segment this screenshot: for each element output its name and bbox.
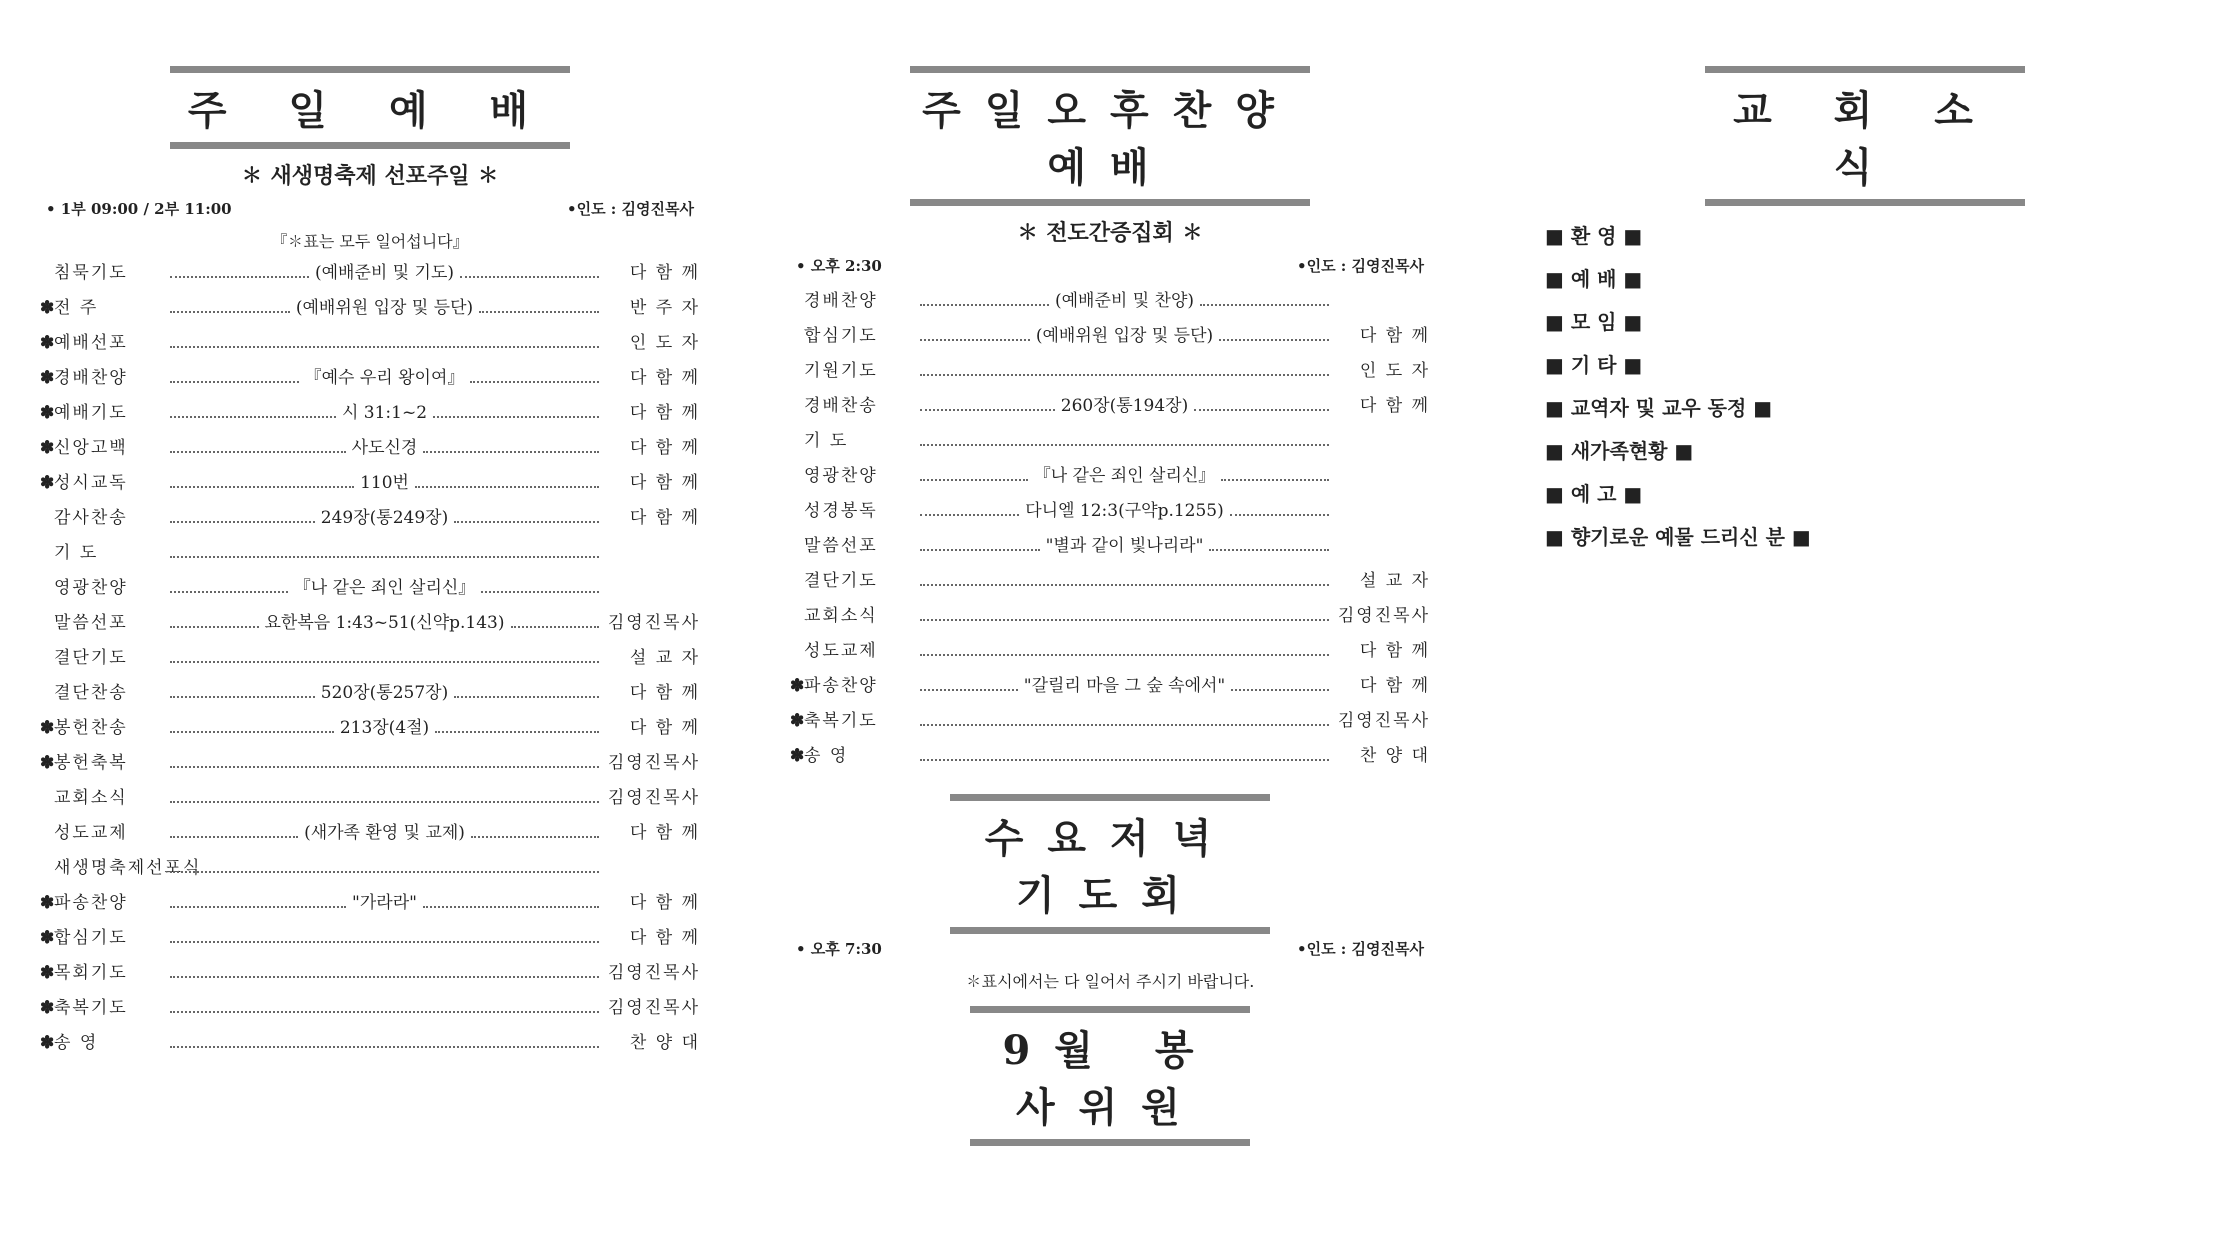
- row-content: 『예수 우리 왕이여』: [304, 368, 465, 388]
- leader-dots: [460, 276, 599, 278]
- row-label: 파송찬양: [804, 676, 878, 696]
- order-row: [790, 566, 1430, 601]
- row-person: 다 함 께: [629, 403, 700, 423]
- leader-dots: [423, 906, 599, 908]
- row-person: 다 함 께: [629, 893, 700, 913]
- row-person: 설 교 자: [629, 648, 700, 668]
- leader-dots: [170, 416, 336, 418]
- row-content: 『나 같은 죄인 살리신』: [1033, 466, 1216, 486]
- row-label: 송 영: [54, 1033, 99, 1053]
- leader-dots: [471, 836, 599, 838]
- row-label: 결단기도: [804, 571, 878, 591]
- row-mark: ✽: [40, 718, 55, 738]
- order-row: [40, 363, 700, 398]
- order-row: [40, 608, 700, 643]
- order-row: [790, 531, 1430, 566]
- order-row: [790, 496, 1430, 531]
- service-time: • 1부 09:00 / 2부 11:00: [46, 200, 232, 218]
- order-row: [40, 643, 700, 678]
- leader-dots: [170, 696, 315, 698]
- row-person: 김영진목사: [607, 613, 700, 633]
- order-row: [40, 888, 700, 923]
- leader-dots: [170, 941, 599, 943]
- row-mark: ✽: [40, 438, 55, 458]
- row-content: 213장(4절): [339, 718, 430, 738]
- row-person: 김영진목사: [607, 788, 700, 808]
- row-person: 다 함 께: [1359, 326, 1430, 346]
- row-label: 성도교제: [54, 823, 128, 843]
- order-list: [790, 286, 1430, 776]
- order-row: [790, 356, 1430, 391]
- row-person: 김영진목사: [607, 963, 700, 983]
- row-label: 축복기도: [804, 711, 878, 731]
- row-person: 반 주 자: [629, 298, 700, 318]
- row-label: 기원기도: [804, 361, 878, 381]
- leader-dots: [920, 759, 1329, 761]
- order-list: [40, 258, 700, 1063]
- news-heading: ■ 새가족현황 ■: [1545, 439, 1694, 463]
- row-person: 김영진목사: [607, 998, 700, 1018]
- leader-dots: [435, 731, 599, 733]
- row-person: 인 도 자: [1359, 361, 1430, 381]
- leader-dots: [920, 689, 1018, 691]
- news-heading: ■ 향기로운 예물 드리신 분 ■: [1545, 525, 1811, 549]
- subtitle: ✽ 전도간증집회 ✽: [1016, 220, 1204, 246]
- row-mark: ✽: [790, 711, 805, 731]
- leader-dots: [170, 311, 290, 313]
- order-row: [40, 433, 700, 468]
- meta-line: [790, 938, 1430, 959]
- leader-dots: [170, 556, 599, 558]
- leader-dots: [920, 654, 1329, 656]
- news-heading: ■ 교역자 및 교우 동정 ■: [1545, 396, 1773, 420]
- right-column: [1545, 0, 2185, 1240]
- row-content: (새가족 환영 및 교제): [304, 823, 465, 843]
- row-label: 합심기도: [804, 326, 878, 346]
- order-row: [40, 923, 700, 958]
- leader-dots: [454, 521, 599, 523]
- order-row: [790, 321, 1430, 356]
- leader-dots: [170, 766, 599, 768]
- order-row: [790, 671, 1430, 706]
- leader-dots: [170, 486, 354, 488]
- row-label: 성시교독: [54, 473, 128, 493]
- section-title: 9월 봉사위원: [970, 1006, 1250, 1146]
- row-label: 목회기도: [54, 963, 128, 983]
- leader-dots: [1200, 304, 1329, 306]
- leader-dots: [920, 724, 1329, 726]
- row-label: 경배찬양: [54, 368, 128, 388]
- row-content: 『나 같은 죄인 살리신』: [293, 578, 476, 598]
- leader-dots: [433, 416, 599, 418]
- order-row: [790, 286, 1430, 321]
- row-label: 성도교제: [804, 641, 878, 661]
- row-content: "갈릴리 마을 그 숲 속에서": [1023, 676, 1226, 696]
- leader-dots: [170, 451, 346, 453]
- leader-dots: [415, 486, 599, 488]
- row-mark: ✽: [40, 753, 55, 773]
- leader-dots: [479, 311, 599, 313]
- leader-dots: [920, 549, 1040, 551]
- row-mark: ✽: [40, 928, 55, 948]
- row-mark: ✽: [40, 963, 55, 983]
- leader-dots: [920, 304, 1049, 306]
- order-row: [790, 601, 1430, 636]
- row-mark: ✽: [40, 403, 55, 423]
- order-row: [40, 258, 700, 293]
- row-mark: ✽: [40, 998, 55, 1018]
- leader-dots: [170, 591, 288, 593]
- row-person: 설 교 자: [1359, 571, 1430, 591]
- row-mark: ✽: [40, 333, 55, 353]
- order-row: [40, 958, 700, 993]
- row-label: 봉헌축복: [54, 753, 128, 773]
- leader-dots: [481, 591, 599, 593]
- row-mark: ✽: [40, 298, 55, 318]
- row-mark: ✽: [790, 746, 805, 766]
- leader-dots: [470, 381, 599, 383]
- leader-dots: [170, 976, 599, 978]
- row-label: 감사찬송: [54, 508, 128, 528]
- service-time: • 오후 7:30: [796, 940, 882, 958]
- leader-dots: [170, 1046, 599, 1048]
- row-label: 예배선포: [54, 333, 128, 353]
- order-row: [40, 783, 700, 818]
- news-heading: ■ 예 고 ■: [1545, 482, 1643, 506]
- row-person: 다 함 께: [629, 508, 700, 528]
- leader-dots: [1194, 409, 1329, 411]
- leader-dots: [170, 661, 599, 663]
- leader-dots: [170, 626, 259, 628]
- row-mark: ✽: [40, 473, 55, 493]
- row-mark: ✽: [40, 893, 55, 913]
- service-time: • 오후 2:30: [796, 257, 882, 275]
- leader-dots: [170, 801, 599, 803]
- row-label: 예배기도: [54, 403, 128, 423]
- order-row: [40, 853, 700, 888]
- leader-dots: [170, 276, 309, 278]
- page-title: 주 일 예 배: [170, 66, 570, 149]
- row-person: 김영진목사: [607, 753, 700, 773]
- order-row: [40, 468, 700, 503]
- leader-dots: [170, 906, 346, 908]
- leader-dots: [170, 1011, 599, 1013]
- row-label: 기 도: [804, 431, 849, 451]
- order-row: [40, 503, 700, 538]
- row-person: 다 함 께: [629, 473, 700, 493]
- row-content: 260장(통194장): [1060, 396, 1189, 416]
- row-label: 말씀선포: [804, 536, 878, 556]
- row-content: 다니엘 12:3(구약p.1255): [1025, 501, 1224, 521]
- standing-note: 『✽표는 모두 일어섭니다』: [271, 232, 469, 251]
- row-label: 기 도: [54, 543, 99, 563]
- row-content: 요한복음 1:43~51(신약p.143): [264, 613, 505, 633]
- service-leader: •인도 : 김영진목사: [1297, 257, 1424, 275]
- news-heading: ■ 기 타 ■: [1545, 353, 1643, 377]
- row-label: 침묵기도: [54, 263, 128, 283]
- row-person: 다 함 께: [1359, 396, 1430, 416]
- leader-dots: [1231, 689, 1329, 691]
- row-label: 영광찬양: [804, 466, 878, 486]
- row-label: 말씀선포: [54, 613, 128, 633]
- service-leader: •인도 : 김영진목사: [1297, 940, 1424, 958]
- row-label: 합심기도: [54, 928, 128, 948]
- leader-dots: [920, 584, 1329, 586]
- order-row: [790, 741, 1430, 776]
- row-person: 다 함 께: [1359, 676, 1431, 696]
- row-person: 김영진목사: [1337, 711, 1430, 731]
- row-mark: ✽: [40, 368, 55, 388]
- row-label: 새생명축제선포식: [54, 858, 202, 878]
- leader-dots: [170, 346, 599, 348]
- leader-dots: [423, 451, 599, 453]
- standing-note: ✽표시에서는 다 일어서 주시기 바랍니다.: [965, 972, 1255, 991]
- leader-dots: [170, 836, 298, 838]
- row-label: 교회소식: [804, 606, 878, 626]
- row-label: 파송찬양: [54, 893, 128, 913]
- row-content: 110번: [360, 473, 409, 493]
- row-label: 결단찬송: [54, 683, 128, 703]
- row-label: 축복기도: [54, 998, 128, 1018]
- row-person: 찬 양 대: [1359, 746, 1430, 766]
- row-content: 520장(통257장): [320, 683, 449, 703]
- row-person: 다 함 께: [629, 928, 700, 948]
- leader-dots: [920, 444, 1329, 446]
- order-row: [790, 391, 1430, 426]
- row-content: (예배준비 및 기도): [314, 263, 455, 283]
- order-row: [40, 748, 700, 783]
- row-person: 다 함 께: [629, 438, 701, 458]
- order-row: [40, 678, 700, 713]
- row-content: 249장(통249장): [320, 508, 449, 528]
- news-heading: ■ 모 임 ■: [1545, 310, 1643, 334]
- row-person: 다 함 께: [1359, 641, 1430, 661]
- order-row: [40, 993, 700, 1028]
- service-leader: •인도 : 김영진목사: [567, 200, 694, 218]
- leader-dots: [920, 514, 1019, 516]
- news-heading: ■ 예 배 ■: [1545, 267, 1643, 291]
- section-title: 수요저녁기도회: [950, 794, 1270, 934]
- leader-dots: [920, 619, 1329, 621]
- order-row: [40, 398, 700, 433]
- order-row: [40, 573, 700, 608]
- row-person: 다 함 께: [629, 683, 700, 703]
- row-person: 인 도 자: [629, 333, 700, 353]
- leader-dots: [170, 381, 299, 383]
- leader-dots: [1219, 339, 1329, 341]
- row-label: 전 주: [54, 298, 99, 318]
- row-label: 봉헌찬송: [54, 718, 128, 738]
- row-person: 다 함 께: [629, 823, 701, 843]
- leader-dots: [511, 626, 600, 628]
- order-row: [40, 713, 700, 748]
- leader-dots: [1221, 479, 1329, 481]
- order-row: [790, 426, 1430, 461]
- subtitle: ✽ 새생명축제 선포주일 ✽: [240, 163, 500, 189]
- row-person: 김영진목사: [1337, 606, 1430, 626]
- leader-dots: [170, 871, 599, 873]
- leader-dots: [920, 409, 1055, 411]
- section-title: 주일오후찬양예배: [910, 66, 1310, 206]
- leader-dots: [170, 731, 334, 733]
- order-row: [40, 293, 700, 328]
- order-row: [40, 1028, 700, 1063]
- row-label: 결단기도: [54, 648, 128, 668]
- row-label: 영광찬양: [54, 578, 128, 598]
- leader-dots: [920, 339, 1030, 341]
- leader-dots: [1230, 514, 1329, 516]
- news-heading: ■ 환 영 ■: [1545, 224, 1643, 248]
- row-content: 시 31:1~2: [341, 403, 428, 423]
- leader-dots: [454, 696, 599, 698]
- order-row: [40, 538, 700, 573]
- row-label: 교회소식: [54, 788, 128, 808]
- news-sections: [1545, 220, 2185, 550]
- row-label: 성경봉독: [804, 501, 878, 521]
- row-content: "별과 같이 빛나리라": [1045, 536, 1204, 556]
- row-label: 경배찬양: [804, 291, 878, 311]
- page-title: 교 회 소 식: [1705, 66, 2025, 206]
- row-label: 신앙고백: [54, 438, 128, 458]
- row-label: 송 영: [804, 746, 849, 766]
- row-mark: ✽: [790, 676, 805, 696]
- row-person: 다 함 께: [629, 368, 701, 388]
- row-label: 경배찬송: [804, 396, 878, 416]
- row-content: "가라라": [352, 893, 417, 913]
- row-person: 찬 양 대: [629, 1033, 700, 1053]
- leader-dots: [920, 374, 1329, 376]
- row-content: (예배준비 및 찬양): [1054, 291, 1195, 311]
- row-person: 다 함 께: [629, 263, 700, 283]
- middle-column: [790, 0, 1430, 1240]
- left-column: [40, 0, 700, 1240]
- row-mark: ✽: [40, 1033, 55, 1053]
- leader-dots: [920, 479, 1028, 481]
- order-row: [790, 461, 1430, 496]
- row-content: (예배위원 입장 및 등단): [295, 298, 474, 318]
- leader-dots: [170, 521, 315, 523]
- order-row: [40, 328, 700, 363]
- order-row: [790, 636, 1430, 671]
- meta-line: [40, 198, 700, 219]
- row-content: (예배위원 입장 및 등단): [1035, 326, 1214, 346]
- order-row: [790, 706, 1430, 741]
- meta-line: [790, 255, 1430, 276]
- row-person: 다 함 께: [629, 718, 700, 738]
- row-content: 사도신경: [351, 438, 418, 458]
- order-row: [40, 818, 700, 853]
- leader-dots: [1209, 549, 1329, 551]
